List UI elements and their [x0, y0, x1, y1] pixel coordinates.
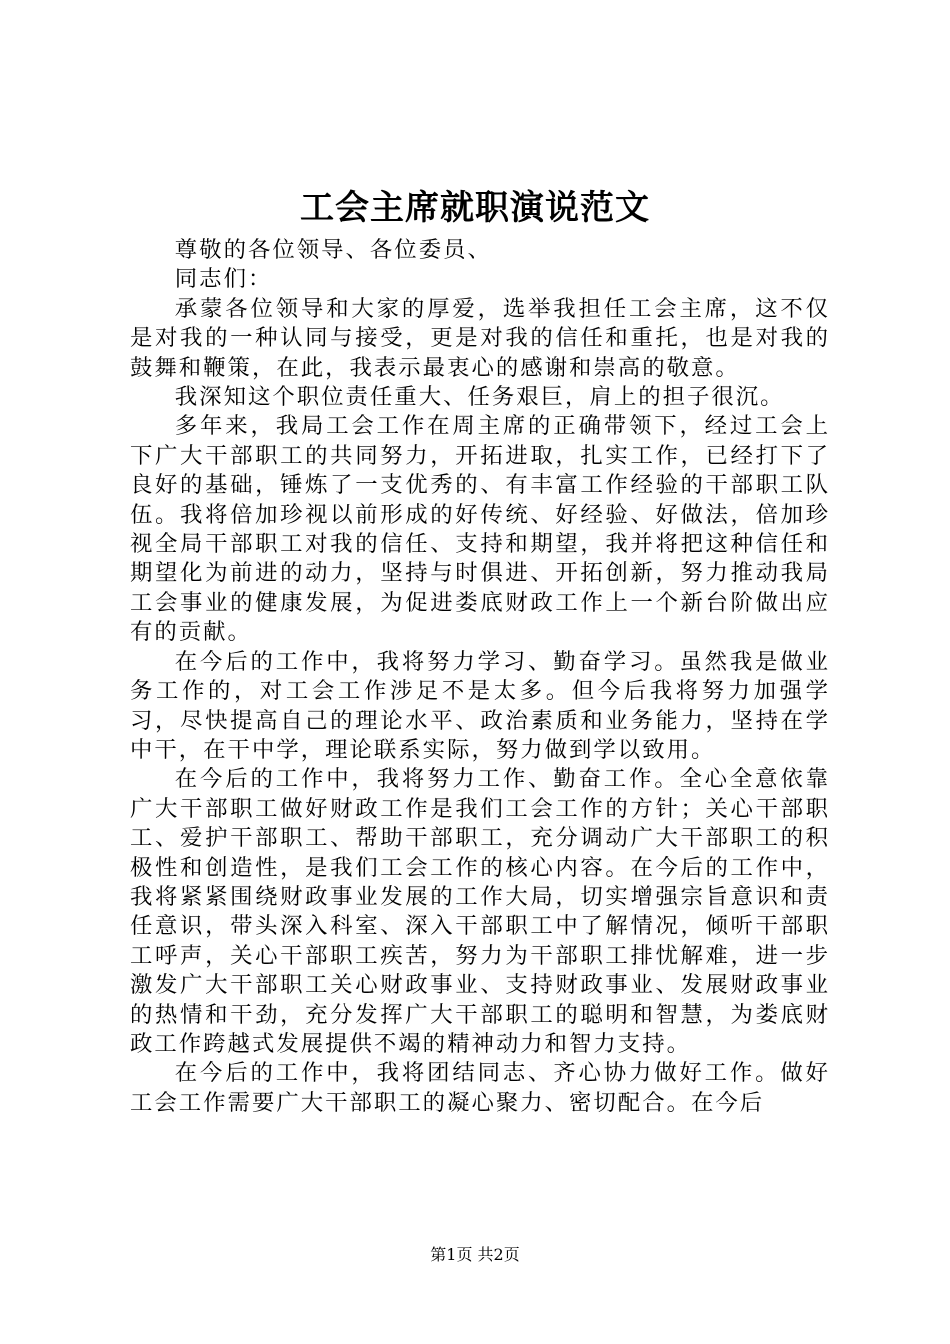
paragraph: 在今后的工作中，我将努力工作、勤奋工作。全心全意依靠广大干部职工做好财政工作是我们工会工作的方针；关心干部职工、爱护干部职工、帮助干部职工，充分调动广大干部职工的积极性和创造性，是我们工会工作的核心内容。在今后的工作中，我将紧紧围绕财政事业发展的工作大局，切实增强宗旨意识和责任意识，带头深入科室、深入干部职工中了解情况，倾听干部职工呼声，关心干部职工疾苦，努力为干部职工排忧解难，进一步激发广大干部职工关心财政事业、支持财政事业、发展财政事业的热情和干劲，充分发挥广大干部职工的聪明和智慧，为娄底财政工作跨越式发展提供不竭的精神动力和智力支持。 — [130, 766, 830, 1057]
page-number-footer: 第1页 共2页 — [430, 1245, 520, 1264]
paragraph: 在今后的工作中，我将努力学习、勤奋学习。虽然我是做业务工作的，对工会工作涉足不是太多。但今后我将努力加强学习，尽快提高自己的理论水平、政治素质和业务能力，坚持在学中干，在干中学，理论联系实际，努力做到学以致用。 — [130, 648, 830, 763]
document-body — [130, 236, 830, 1118]
paragraph: 我深知这个职位责任重大、任务艰巨，肩上的担子很沉。 — [174, 384, 785, 411]
salutation-line-1: 尊敬的各位领导、各位委员、 — [174, 237, 492, 263]
document-title: 工会主席就职演说范文 — [300, 188, 650, 228]
paragraph: 多年来，我局工会工作在周主席的正确带领下，经过工会上下广大干部职工的共同努力，开拓进取，扎实工作，已经打下了良好的基础，锤炼了一支优秀的、有丰富工作经验的干部职工队伍。我将倍加珍视以前形成的好传统、好经验、好做法，倍加珍视全局干部职工对我的信任、支持和期望，我并将把这种信任和期望化为前进的动力，坚持与时俱进、开拓创新，努力推动我局工会事业的健康发展，为促进娄底财政工作上一个新台阶做出应有的贡献。 — [130, 413, 830, 646]
salutation-line-2: 同志们： — [174, 266, 273, 293]
paragraph: 在今后的工作中，我将团结同志、齐心协力做好工作。做好工会工作需要广大干部职工的凝心聚力、密切配合。在今后 — [130, 1060, 830, 1116]
paragraph: 承蒙各位领导和大家的厚爱，选举我担任工会主席，这不仅是对我的一种认同与接受，更是对我的信任和重托，也是对我的鼓舞和鞭策，在此，我表示最衷心的感谢和崇高的敬意。 — [130, 295, 830, 381]
